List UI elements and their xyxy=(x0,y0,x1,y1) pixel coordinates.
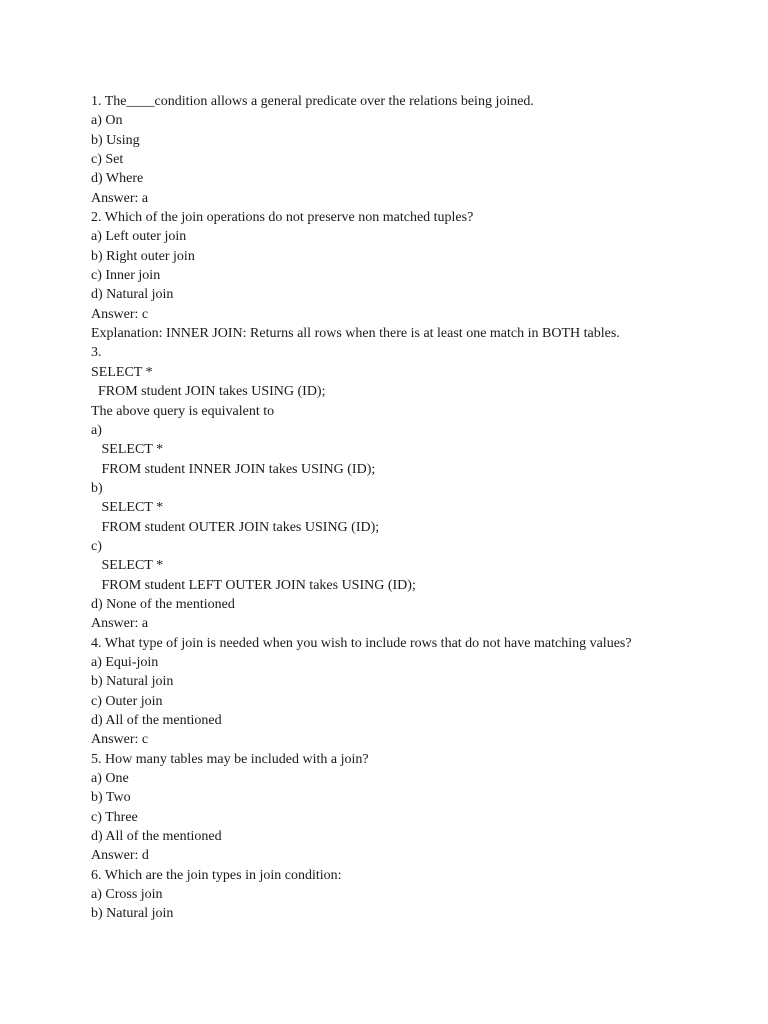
option-b: b) Two xyxy=(91,790,131,806)
option-c: c) Outer join xyxy=(91,693,163,709)
option-c: c) Set xyxy=(91,152,124,168)
answer-line: Answer: c xyxy=(91,306,149,322)
answer-line: Answer: a xyxy=(91,616,149,632)
document-page xyxy=(91,92,731,924)
option-a: a) One xyxy=(91,771,129,787)
code-line: FROM student INNER JOIN takes USING (ID); xyxy=(91,461,376,477)
question-4-text: 4. What type of join is needed when you wish to include rows that do not have matching values? xyxy=(91,635,632,651)
answer-line: Answer: a xyxy=(91,190,149,206)
option-d: d) Natural join xyxy=(91,287,174,303)
option-b: b) Natural join xyxy=(91,674,174,690)
question-3-number: 3. xyxy=(91,345,102,361)
option-a: a) On xyxy=(91,113,123,129)
question-6-text: 6. Which are the join types in join condition: xyxy=(91,867,342,883)
option-a: a) Left outer join xyxy=(91,229,187,245)
question-5-text: 5. How many tables may be included with a join? xyxy=(91,751,369,767)
question-1-text: 1. The____condition allows a general predicate over the relations being joined. xyxy=(91,94,534,109)
option-d: d) All of the mentioned xyxy=(91,829,222,845)
option-a: a) xyxy=(91,422,102,438)
code-line: SELECT * xyxy=(91,364,153,380)
option-c: c) Inner join xyxy=(91,268,161,284)
option-d: d) All of the mentioned xyxy=(91,713,222,728)
code-line: FROM student OUTER JOIN takes USING (ID); xyxy=(91,519,380,535)
explanation-line: Explanation: INNER JOIN: Returns all rows when there is at least one match in BOTH tables. xyxy=(91,326,620,342)
option-b: b) Natural join xyxy=(91,906,174,922)
option-c: c) xyxy=(91,538,102,554)
code-line: SELECT * xyxy=(91,500,164,516)
option-d: d) Where xyxy=(91,171,144,187)
question-3-text: The above query is equivalent to xyxy=(91,403,275,419)
option-d: d) None of the mentioned xyxy=(91,596,235,612)
option-b: b) Using xyxy=(91,132,140,148)
option-c: c) Three xyxy=(91,809,138,825)
answer-line: Answer: c xyxy=(91,732,149,748)
answer-line: Answer: d xyxy=(91,848,149,864)
code-line: SELECT * xyxy=(91,558,164,574)
code-line: SELECT * xyxy=(91,442,164,458)
code-line: FROM student JOIN takes USING (ID); xyxy=(91,384,326,400)
question-2-text: 2. Which of the join operations do not preserve non matched tuples? xyxy=(91,210,474,226)
code-line: FROM student LEFT OUTER JOIN takes USING (ID); xyxy=(91,577,416,593)
option-b: b) xyxy=(91,480,103,496)
option-a: a) Cross join xyxy=(91,887,163,903)
option-a: a) Equi-join xyxy=(91,654,159,670)
option-b: b) Right outer join xyxy=(91,248,195,264)
